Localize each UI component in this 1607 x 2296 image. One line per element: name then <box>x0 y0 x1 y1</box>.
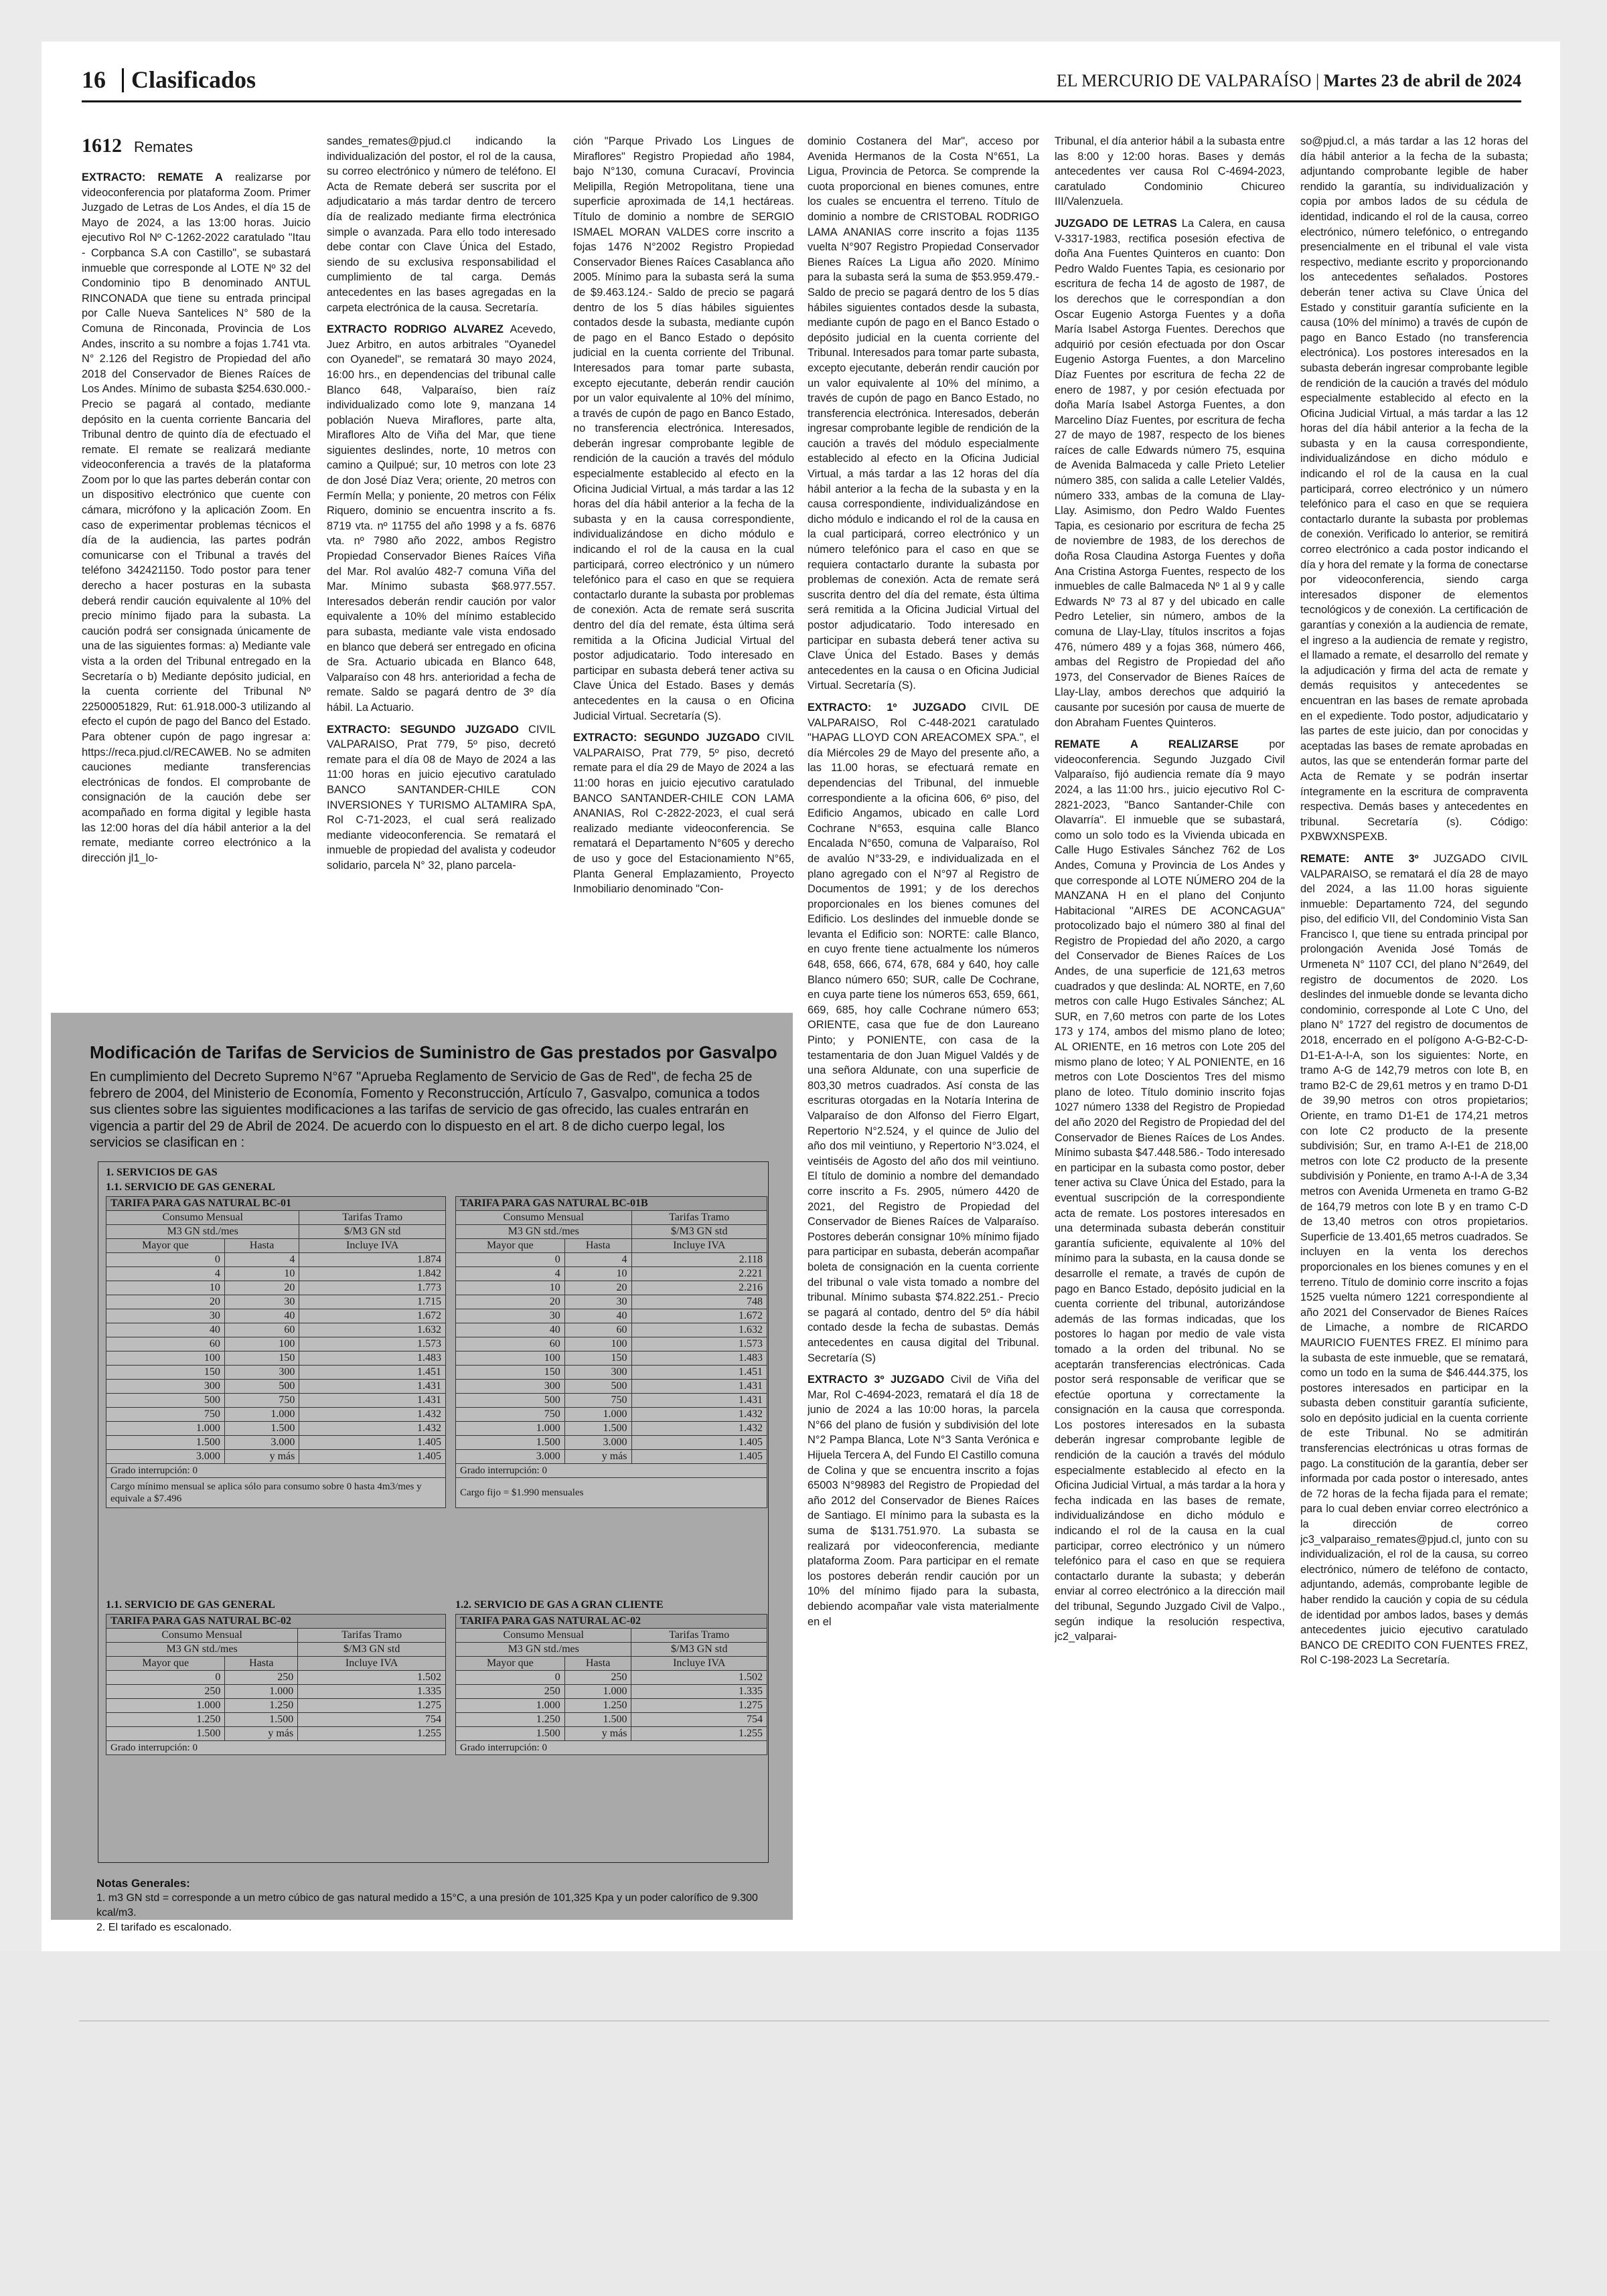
tramo-from: 40 <box>106 1323 225 1337</box>
tramo-from: 300 <box>456 1380 565 1394</box>
notice-paragraph <box>573 134 794 724</box>
tariff-row <box>106 1450 446 1464</box>
tramo-price: 1.431 <box>299 1394 446 1408</box>
interruption-grade: Grado interrupción: 0 <box>106 1741 446 1755</box>
tariff-table-bc02 <box>106 1614 446 1755</box>
col-tarifas: Tarifas Tramo <box>631 1211 767 1225</box>
page-frame-top <box>0 0 1607 42</box>
col-unit: M3 GN std./mes <box>106 1225 299 1239</box>
interruption-grade: Grado interrupción: 0 <box>456 1464 767 1478</box>
tariff-row <box>106 1380 446 1394</box>
tariff-row <box>106 1727 446 1741</box>
tramo-price: 1.255 <box>631 1727 767 1741</box>
tariff-row <box>106 1309 446 1323</box>
tariff-row <box>106 1699 446 1713</box>
tramo-to: 250 <box>225 1671 298 1685</box>
tariff-row <box>456 1450 767 1464</box>
tramo-price: 1.842 <box>299 1267 446 1281</box>
notice-paragraph <box>808 1372 1039 1629</box>
tramo-from: 1.000 <box>106 1422 225 1436</box>
notice-heading: EXTRACTO: SEGUNDO JUZGADO <box>573 732 760 744</box>
column-3-notices <box>573 134 794 897</box>
tariff-row <box>456 1380 767 1394</box>
tariff-row <box>456 1295 767 1309</box>
note-item: 2. El tarifado es escalonado. <box>96 1922 232 1933</box>
column-3 <box>573 134 794 997</box>
col-mayor: Mayor que <box>106 1657 225 1671</box>
section-title: Clasificados <box>131 66 256 93</box>
tramo-price: 1.502 <box>631 1671 767 1685</box>
notice-heading: EXTRACTO: REMATE A <box>82 171 223 183</box>
tramo-to: 40 <box>564 1309 631 1323</box>
gas-general-notes <box>96 1876 766 1935</box>
notice-paragraph <box>1055 216 1285 730</box>
tramo-from: 30 <box>456 1309 565 1323</box>
tramo-from: 3.000 <box>106 1450 225 1464</box>
notice-paragraph <box>573 730 794 897</box>
tariff-rows <box>106 1253 446 1464</box>
tramo-to: 1.250 <box>225 1699 298 1713</box>
notice-text: sandes_remates@pjud.cl indicando la individualización del postor, el rol de la causa, su correo electrónico y número de teléfono. El Acta de Remate deberá ser suscrita por el adjudicatario a más tardar dentro de tercero día de realizado mediante firma electrónica simple o avanzada. Para ello todo interesado debe contar con Clave Única del Estado, siendo de su exclusiva responsabilidad el cumplimiento de tal carga. Demás antecedentes en las bases agregadas en la carpeta electrónica de la causa. Secretaría. <box>327 135 556 314</box>
notes-title: Notas Generales: <box>96 1877 190 1890</box>
tramo-to: 3.000 <box>224 1436 299 1450</box>
tariff-row <box>106 1685 446 1699</box>
tramo-to: 20 <box>224 1281 299 1295</box>
tramo-from: 150 <box>456 1366 565 1380</box>
tramo-to: 1.000 <box>224 1408 299 1422</box>
classified-section-heading <box>82 134 311 161</box>
tramo-price: 1.483 <box>631 1351 767 1366</box>
header-rule <box>82 100 1521 102</box>
notice-text: JUZGADO CIVIL VALPARAISO, se rematará el día 28 de mayo del 2024, a las 11.00 horas siguiente inmueble: Departamento 724, del segundo piso, del edificio VII, del Condominio Vista San Francisco I, que tiene su entrada principal por prolongación Avenida José Tomás de Urmeneta N° 1107 CCI, del plano N°2649, del registro de documentos de 2020. Los deslindes del inmueble donde se levanta dicho condominio, corresponde al Lote C Uno, del plano N° 1727 del registro de documentos de 2018, encerrado en el polígono A-G-B2-C-D-D1-E1-A-I-A, son los siguientes: Norte, en tramo A-G de 142,79 metros con lote B, en tramo B2-C de 29,61 metros y en tramo D-D1 de 39,90 metros con otros propietarios; Oriente, en tramo D1-E1 de 174,21 metros con lote C2 producto de la presente subdivisión; Sur, en tramo A-I-E1 de 218,00 metros con lote C2 producto de la presente subdivisión y Poniente, en tramo A-I-A de 3,34 metros con Avenida Urmeneta en tramo G-B2 de 164,79 metros con lote B y en tramo C-D de 13,40 metros con otros propietarios. Superficie de 13.401,65 metros cuadrados. Se incluyen en la venta los derechos proporcionales en los bienes comunes y en el terreno. Título de dominio corre inscrito a fojas 1525 vuelta número 1221 correspondiente al año 2021 del Conservador de Bienes Raíces de Limache, a nombre de RICARDO MAURICIO FUENTES FREZ. El mínimo para la subasta de este inmueble, que se rematará, como un todo en la suma de $46.444.375, los postores interesados en participar en la subasta deben constituir garantía suficiente, solo en depósito judicial en la cuenta corriente de este Tribunal. No se admitirán transferencias electrónicas u otras formas de pago. La constitución de la garantía, deber ser informada por cada postor o interesado, antes de 72 horas de la fecha fijada para el remate; para lo cual deben enviar correo electrónico a la dirección de correo jc3_valparaiso_remates@pjud.cl, junto con su individualización, el rol de la causa, su correo electrónico, número de teléfono de contacto, adjuntando, además, comprobante legible de haber rendido la caución y copia de su cédula de identidad por ambos lados, bases y demás antecedentes juicio ejecutivo caratulado BANCO DE CREDITO CON FUENTES FREZ, Rol C-198-2023 La Secretaría. <box>1300 852 1528 1667</box>
notice-heading: EXTRACTO: SEGUNDO JUZGADO <box>327 723 519 736</box>
tariff-row <box>106 1422 446 1436</box>
tariff-row <box>106 1337 446 1351</box>
tramo-price: 1.451 <box>299 1366 446 1380</box>
tramo-price: 1.632 <box>299 1323 446 1337</box>
tramo-from: 40 <box>456 1323 565 1337</box>
notice-paragraph <box>82 170 311 866</box>
notice-text: por videoconferencia. Segundo Juzgado Civil Valparaíso, fijó audiencia remate día 9 mayo 2024, a las 11:00 hrs., juicio ejecutivo Rol C-2821-2023, "Banco Santander-Chile con Olavarría". El inmueble que se subastará, como un solo todo es la Vivienda ubicada en Calle Hugo Estivales Sánchez 762 de Los Andes, Comuna y Provincia de Los Andes y que corresponde al LOTE NÚMERO 204 de la MANZANA H en el plano del Conjunto Habitacional "AIRES DE ACONCAGUA" protocolizado bajo el número 380 al final del Registro de Propiedad del año 2020, a cargo del Conservador de Bienes Raíces de Los Andes, de una superficie de 121,63 metros cuadrados y que deslinda: AL NORTE, en 7,60 metros con calle Hugo Estivales Sánchez; AL SUR, en 7,60 metros con parte de los Lotes 173 y 174, ambos del mismo plano de loteo; AL ORIENTE, en 16 metros con Lote 205 del mismo plano de loteo; Y AL PONIENTE, en 16 metros con Lote Doscientos Tres del mismo plano de loteo. Título dominio inscrito fojas 1027 número 1338 del Registro de Propiedad del año 2020 del Registro de Propiedad del del Conservador de Bienes Raíces de Los Andes. Mínimo subasta $47.448.586.- Todo interesado en participar en la subasta como postor, deber tener activa su Clave Única del Estado, para la eventual suscripción de la correspondiente acta de remate. Los postores interesados en una determinada subasta deberán constituir garantía suficiente, equivalente al 10% del mínimo para la subasta, en la causa donde se desarrolle el remate, a través de cupón de pago en Banco Estado, depósito judicial en la cuenta corriente del tribunal, autorizándose además de las formas indicadas, que los postores lo hagan por medio de vale vista tomado a la orden del tribunal. No se aceptarán transferencias electrónicas. Cada postor será responsable de verificar que se efectúe oportuna y correctamente la consignación en la causa que corresponda. Los postores interesados en la subasta deberán ingresar comprobante legible de rendición de la caución a través del módulo especialmente establecido al efecto en la Oficina Judicial Virtual, a más tardar a la hora y fecha indicada en las bases de remate, individualizándose en dicho módulo e indicando el rol de la causa en la cual participar, correo electrónico y un número telefónico para el caso en que se requiera contactarlo durante la subasta; y deberán enviar al correo electrónico a la dirección mail del tribunal, Segundo Juzgado Civil de Valpo., según indique la resolución respectiva, jc2_valparai- <box>1055 738 1285 1643</box>
tramo-to: 20 <box>564 1281 631 1295</box>
tramo-price: 1.432 <box>631 1422 767 1436</box>
gas-general-heading: 1.1. SERVICIO DE GAS GENERAL <box>106 1181 275 1193</box>
tariff-row <box>106 1408 446 1422</box>
tramo-to: 60 <box>564 1323 631 1337</box>
tramo-price: 754 <box>631 1713 767 1727</box>
tariff-table-ac02 <box>455 1614 767 1755</box>
tramo-price: 1.275 <box>631 1699 767 1713</box>
col-unit: M3 GN std./mes <box>106 1643 298 1657</box>
tariff-row <box>106 1366 446 1380</box>
col-price-unit: $/M3 GN std <box>299 1225 446 1239</box>
tramo-from: 30 <box>106 1309 225 1323</box>
col-mayor: Mayor que <box>456 1657 565 1671</box>
tariff-row <box>456 1267 767 1281</box>
tramo-from: 20 <box>106 1295 225 1309</box>
page-number: 16 <box>82 66 106 93</box>
tramo-from: 100 <box>456 1351 565 1366</box>
col-price-unit: $/M3 GN std <box>298 1643 446 1657</box>
tariff-rows <box>106 1671 446 1741</box>
tramo-from: 1.000 <box>106 1699 225 1713</box>
tramo-to: 30 <box>224 1295 299 1309</box>
note-item: 1. m3 GN std = corresponde a un metro cúbico de gas natural medido a 15°C, a una presión de 101,325 Kpa y un poder calorífico de 9.300 kcal/m3. <box>96 1892 758 1918</box>
tramo-from: 1.500 <box>106 1436 225 1450</box>
column-5-notices <box>1055 134 1285 1645</box>
column-2 <box>327 134 556 997</box>
tramo-from: 100 <box>106 1351 225 1366</box>
tramo-from: 0 <box>456 1253 565 1267</box>
notice-paragraph <box>327 134 556 315</box>
tariff-row <box>456 1394 767 1408</box>
tramo-from: 1.500 <box>106 1727 225 1741</box>
notice-text: Acevedo, Juez Arbitro, en autos arbitrales "Oyanedel con Oyanedel", se rematará 30 mayo 2024, 16:00 hrs., en dependencias del tribunal calle Blanco 648, Valparaíso, bien raíz individualizado como lote 9, manzana 14 población Nueva Miraflores, parte alta, Miraflores Alto de Viña del Mar, que tiene siguientes deslindes, norte, 10 metros con camino a Quilpué; sur, 10 metros con lote 23 de don José Díaz Vera; oriente, 20 metros con Fermín Mella; y poniente, 20 metros con Félix Riquero, dominio se encuentra inscrito a fs. 8719 vta. nº 11755 del año 1998 y a fs. 6876 vta. nº 7980 año 2022, ambos Registro Propiedad Conservador Bienes Raíces Viña del Mar. Rol avalúo 482-7 comuna Viña del Mar. Mínimo subasta $68.977.557. Interesados deberán rendir caución por valor equivalente a 10% del mínimo establecido para subasta, mediante vale vista endosado en blanco que deberá ser entregado en oficina de Sra. Actuario ubicada en Blanco 648, Valparaíso con 48 hrs. anterioridad a fecha de remate. Saldo se pagará dentro de 3º día hábil. La Actuario. <box>327 323 556 714</box>
col-tarifas: Tarifas Tramo <box>631 1629 767 1643</box>
tramo-price: 1.405 <box>631 1436 767 1450</box>
notice-text: ción "Parque Privado Los Lingues de Miraflores" Registro Propiedad año 1984, bajo N°130, comuna Curacaví, Provincia Melipilla, Región Metropolitana, tiene una superficie aproximada de 14,1 hectáreas. Título de dominio a nombre de SERGIO ISMAEL MORAN VALDES corre inscrito a fojas 1476 N°2002 Registro Propiedad Conservador Bienes Raíces Casablanca año 2005. Mínimo para la subasta será la suma de $9.463.124.- Saldo de precio se pagará dentro de los 5 días hábiles siguientes contados desde la subasta, mediante cupón de pago en el Banco Estado o depósito judicial en la cuenta corriente del Tribunal. Interesados para tomar parte subasta, excepto ejecutante, deberán rendir caución por un valor equivalente al 10% del mínimo, a través de cupón de pago en Banco Estado, no transferencia electrónica. Interesados, deberán ingresar comprobante legible de rendición de la caución a través del módulo especialmente establecido al efecto en la Oficina Judicial Virtual, a más tardar a las 12 horas del día hábil anterior a la fecha de la subasta y en la causa correspondiente, individualizándose en dicho módulo e indicando el rol de la causa en la cual participará, correo electrónico y un número telefónico para el caso en que se requiera contactarlo durante la subasta por problemas de conexión. Acta de remate será suscrita dentro del día del remate, ésta última será remitida a la Oficina Judicial Virtual del postor adjudicatario. Todo interesado en participar en subasta deberá tener activa su Clave Única del Estado. Bases y demás antecedentes en la causa o en Oficina Judicial Virtual. Secretaría (S). <box>573 135 794 722</box>
tramo-price: 2.118 <box>631 1253 767 1267</box>
tramo-price: 1.502 <box>298 1671 446 1685</box>
tariff-row <box>456 1408 767 1422</box>
notice-paragraph <box>1300 134 1528 845</box>
tramo-from: 20 <box>456 1295 565 1309</box>
tramo-price: 1.483 <box>299 1351 446 1366</box>
notice-text: Civil de Viña del Mar, Rol C-4694-2023, rematará el día 18 de junio de 2024 a las 10:00 horas, la parcela N°66 del plano de fusión y subdivisión del lote N°2 Pampa Blanca, Lote N°3 Santa Verónica e Hijuela Tercera A, del Fundo El Castillo comuna de Colina y que se encuentra inscrito a fojas 65003 N°98983 del Registro de Propiedad del año 2012 del Conservador de Bienes Raíces de Santiago. El mínimo para la subasta es la suma de $131.751.970. La subasta se realizará por videoconferencia, mediante plataforma Zoom. Para participar en el remate los postores deberán rendir caución por un 10% del mínimo fijado para la subasta, debiendo acompañar vale vista materialmente en el <box>808 1374 1039 1628</box>
bottom-rule <box>79 2020 1549 2022</box>
tramo-price: 1.335 <box>298 1685 446 1699</box>
tramo-from: 4 <box>106 1267 225 1281</box>
notice-text: realizarse por videoconferencia por plataforma Zoom. Primer Juzgado de Letras de Los Andes, el día 15 de Mayo de 2024, a las 13:00 horas. Juicio ejecutivo Rol Nº C-1262-2022 caratulado "Itau - Corpbanca S.A con Castillo", se subastará inmueble que corresponde al LOTE Nº 32 del Condominio tipo B denominado ANTUL RINCONADA que tiene su entrada principal por Calle Nueva Santelices N° 580 de la Comuna de Rinconada, Provincia de Los Andes, inscrito a su nombre a fojas 1.741 vta. N° 2.126 del Registro de Propiedad del año 2018 del Conservador de Bienes Raíces de Los Andes. Mínimo de subasta $254.630.000.- Precio se pagará al contado, mediante depósito en la cuenta corriente Bancaria del Tribunal dentro de quinto día de efectuado el remate. El remate se realizará mediante videoconferencia a través de la plataforma Zoom por lo que las partes deberán contar con un dispositivo electrónico que cuente con cámara, micrófono y la aplicación Zoom. En caso de experimentar problemas técnicos el día de la audiencia, las partes podrán comunicarse con el Tribunal a través del teléfono 342421150. Todo postor para tener derecho a hacer posturas en la subasta deberá rendir caución equivalente al 10% del precio mínimo fijado para la subasta. La caución podrá ser consignada únicamente de una de las siguientes formas: a) Mediante vale vista a la orden del Tribunal entregado en la Secretaría o b) Mediante depósito judicial, en la cuenta corriente del Tribunal Nº 22500051829, Rut: 61.918.000-3 utilizando al efecto el cupón de pago del Banco del Estado. Para obtener cupón de pago ingresar a: https://reca.pjud.cl/RECAWEB. No se admiten cauciones mediante transferencias electrónicas de fondos. El comprobante de consignación de la caución debe ser acompañado en forma digital y legible hasta las 12:00 horas del día hábil anterior a la del remate, mediante correo electrónico a la dirección jl1_lo- <box>82 171 311 864</box>
column-4-notices <box>808 134 1039 1629</box>
column-2-notices <box>327 134 556 874</box>
gas-notice-title: Modificación de Tarifas de Servicios de Suministro de Gas prestados por Gasvalpo <box>90 1042 777 1062</box>
tramo-from: 1.000 <box>456 1699 565 1713</box>
column-6-notices <box>1300 134 1528 1668</box>
tariff-row <box>106 1323 446 1337</box>
tramo-from: 500 <box>106 1394 225 1408</box>
tramo-to: 150 <box>564 1351 631 1366</box>
notice-heading: JUZGADO DE LETRAS <box>1055 217 1177 230</box>
tramo-to: 100 <box>224 1337 299 1351</box>
tariff-row <box>106 1713 446 1727</box>
col-iva: Incluye IVA <box>631 1657 767 1671</box>
tariff-title: TARIFA PARA GAS NATURAL BC-01B <box>456 1197 767 1211</box>
tramo-price: 1.275 <box>298 1699 446 1713</box>
tariff-row <box>456 1309 767 1323</box>
tariff-row <box>106 1351 446 1366</box>
tramo-to: y más <box>564 1727 631 1741</box>
tramo-to: 1.500 <box>224 1422 299 1436</box>
tariff-row <box>106 1267 446 1281</box>
newspaper-name: EL MERCURIO DE VALPARAÍSO <box>1056 71 1312 90</box>
tramo-price: 1.432 <box>299 1422 446 1436</box>
tramo-to: y más <box>564 1450 631 1464</box>
section-name: Remates <box>134 139 194 155</box>
tramo-to: 3.000 <box>564 1436 631 1450</box>
tariff-row <box>456 1253 767 1267</box>
gas-services-heading: 1. SERVICIOS DE GAS <box>106 1167 218 1178</box>
col-iva: Incluye IVA <box>298 1657 446 1671</box>
tariff-table-bc01b <box>455 1196 767 1508</box>
tariff-row <box>456 1422 767 1436</box>
tramo-price: 1.431 <box>299 1380 446 1394</box>
tramo-from: 4 <box>456 1267 565 1281</box>
tramo-from: 300 <box>106 1380 225 1394</box>
tariff-row <box>456 1337 767 1351</box>
tramo-to: 250 <box>564 1671 631 1685</box>
notice-heading: EXTRACTO RODRIGO ALVAREZ <box>327 323 504 336</box>
tramo-from: 1.250 <box>456 1713 565 1727</box>
tramo-price: 1.405 <box>299 1436 446 1450</box>
col-hasta: Hasta <box>564 1657 631 1671</box>
tramo-to: 1.250 <box>564 1699 631 1713</box>
tramo-price: 1.255 <box>298 1727 446 1741</box>
tramo-to: 10 <box>564 1267 631 1281</box>
tariff-rows <box>456 1671 767 1741</box>
tramo-price: 1.405 <box>631 1450 767 1464</box>
tramo-from: 60 <box>456 1337 565 1351</box>
tramo-price: 1.672 <box>631 1309 767 1323</box>
tramo-price: 1.573 <box>631 1337 767 1351</box>
column-1-notices <box>82 170 311 866</box>
tramo-from: 250 <box>106 1685 225 1699</box>
tariff-table-bc01 <box>106 1196 446 1508</box>
tariff-row <box>456 1699 767 1713</box>
notice-text: CIVIL VALPARAISO, Prat 779, 5º piso, decretó remate para el día 29 de Mayo de 2024 a las 11:00 horas en juicio ejecutivo caratulado BANCO SANTANDER-CHILE CON LAMA ANANIAS, Rol C-2822-2023, el cual será realizado mediante videoconferencia. Se rematará el Departamento N°605 y derecho de uso y goce del Estacionamiento N°65, Planta General Emplazamiento, Proyecto Inmobiliario denominado "Con- <box>573 732 794 896</box>
tramo-to: 1.500 <box>564 1422 631 1436</box>
col-hasta: Hasta <box>224 1239 299 1253</box>
tramo-from: 1.250 <box>106 1713 225 1727</box>
notice-text: dominio Costanera del Mar", acceso por Avenida Hermanos de la Costa N°651, La Ligua, Provincia de Petorca. Se comprende la cuota proporcional en bienes comunes, entre los cuales se encuentra el terreno. Título de dominio a nombre de CRISTOBAL RODRIGO LAMA ANANIAS corre inscrito a fojas 1135 vuelta N°907 Registro Propiedad Conservador Bienes Raíces La Ligua año 2020. Mínimo para la subasta será la suma de $53.959.479.- Saldo de precio se pagará dentro de los 5 días hábiles siguientes contados desde la subasta, mediante cupón de pago en el Banco Estado o depósito judicial en la cuenta corriente del Tribunal. Interesados para tomar parte subasta, excepto ejecutante, deberán rendir caución por un valor equivalente al 10% del mínimo, a través de cupón de pago en Banco Estado, no transferencia electrónica. Interesados, deberán ingresar comprobante legible de rendición de la caución a través del módulo especialmente establecido al efecto en la Oficina Judicial Virtual, a más tardar a las 12 horas del día hábil anterior a la fecha de la subasta y en la causa correspondiente, individualizándose en dicho módulo e indicando el rol de la causa en la cual participará, correo electrónico y un número telefónico para el caso en que se requiera contactarlo durante la subasta por problemas de conexión. Acta de remate será suscrita dentro del día del remate, ésta última será remitida a la Oficina Judicial Virtual del postor adjudicatario. Todo interesado en participar en subasta deberá tener activa su Clave Única del Estado. Bases y demás antecedentes en la causa o en Oficina Judicial Virtual. Secretaría (S). <box>808 135 1039 692</box>
tramo-price: 1.632 <box>631 1323 767 1337</box>
column-6 <box>1300 134 1528 1948</box>
tramo-to: 40 <box>224 1309 299 1323</box>
tramo-to: 750 <box>564 1394 631 1408</box>
tramo-from: 1.000 <box>456 1422 565 1436</box>
tramo-to: 300 <box>224 1366 299 1380</box>
tramo-to: 30 <box>564 1295 631 1309</box>
tariff-row <box>456 1685 767 1699</box>
tariff-row <box>106 1436 446 1450</box>
tariff-rows <box>456 1253 767 1464</box>
header-divider <box>122 68 124 92</box>
tramo-price: 1.335 <box>631 1685 767 1699</box>
notice-text: so@pjud.cl, a más tardar a las 12 horas del día hábil anterior a la fecha de la subasta; adjuntando comprobante legible de haber rendido la garantía, su individualización y copia por ambos lados de su cédula de identidad, indicando el rol de la causa, correo electrónico, número telefónico, o entregando presencialmente en el tribunal el vale vista respectivo, mediante escrito y proporcionando los antecedentes señalados. Postores deberán tener activa su Clave Única del Estado y constituir garantía suficiente en la causa (10% del mínimo) a través de cupón de pago en Banco Estado (no transferencia electrónica). Los postores interesados en la subasta deberán ingresar comprobante legible de rendición de la caución a través del módulo especialmente establecido al efecto en la Oficina Judicial Virtual, a más tardar a las 12 horas del día hábil anterior a la fecha de la subasta y en la causa correspondiente, individualizándose en dicho módulo e indicando el rol de la causa en la cual participará, correo electrónico y un número telefónico para el caso en que se requiera contactarlo durante la subasta por problemas de conexión. Verificado lo anterior, se remitirá correo electrónico a cada postor indicando el día y hora del remate y la forma de conectarse por videoconferencia, siendo carga interesados disponer de elementos tecnológicos y de conexión. La certificación de garantías y conexión a la audiencia de remate, el ingreso a la audiencia de remate y registro, el llamado a remate, el desarrollo del remate y la adjudicación y firma del acta de remate y demás requisitos y antecedentes se encuentran en las bases de remate aprobada en el expediente. Todo postor, adjudicatario y las partes de este juicio, dan por conocidas y aceptadas las bases de remate aprobadas en autos, las que se entenderán formar parte del Acta de Remate y se podrán insertar íntegramente en la escritura de compraventa respectiva. Demás bases y antecedentes en tribunal. Secretaría (s). Código: PXBWXNSPEXB. <box>1300 135 1528 843</box>
page-header <box>82 64 1521 104</box>
minimum-charge-note: Cargo mínimo mensual se aplica sólo para consumo sobre 0 hasta 4m3/mes y equivale a $7.496 <box>106 1478 446 1508</box>
tramo-price: 1.431 <box>631 1394 767 1408</box>
tariff-row <box>106 1295 446 1309</box>
column-1 <box>82 134 311 997</box>
gas-large-client-heading: 1.2. SERVICIO DE GAS A GRAN CLIENTE <box>455 1599 664 1611</box>
col-unit: M3 GN std./mes <box>456 1643 631 1657</box>
tramo-price: 1.715 <box>299 1295 446 1309</box>
tramo-price: 754 <box>298 1713 446 1727</box>
tariff-row <box>456 1351 767 1366</box>
tramo-from: 10 <box>106 1281 225 1295</box>
notice-paragraph <box>808 700 1039 1366</box>
tramo-to: 4 <box>224 1253 299 1267</box>
notice-text: CIVIL DE VALPARAISO, Rol C-448-2021 caratulado "HAPAG LLOYD CON AREACOMEX SPA.", el día Miércoles 29 de Mayo del presente año, a las 11.00 horas, se efectuará remate en dependencias del Tribunal, del inmueble correspondiente a la oficina 606, 6º piso, del Edificio Angamos, ubicado en calle Lord Cochrane N°653, esquina calle Blanco Encalada N°650, comuna de Valparaíso, Rol de avalúo N°33-29, e individualizada en el plano agregado con el N°97 al Registro de Documentos de 1991; y de los derechos proporcionales en los bienes comunes del Edificio. Los deslindes del inmueble donde se levanta el Edificio son: NORTE: calle Blanco, en cuyo frente tiene actualmente los números 648, 658, 666, 674, 678, 684 y 640, hoy calle Blanco número 650; SUR, calle De Cochrane, en cuya parte tiene los números 653, 659, 661, 669, 685, hoy calle Cochrane número 653; ORIENTE, casa que fue de don Laureano Pinto; y PONIENTE, con casa de la testamentaria de don Juan Miguel Valdés y de una señora Aldunate, con una superficie de 803,30 metros cuadrados. Así consta de las escrituras otorgadas en la Notaría Interina de Valparaíso de don Alfonso del Fierro Elgart, Repertorio N°2.524, y el quince de Julio del año dos mil veintiuno, y Repertorio N°3.024, el veintiséis de Agosto del año dos mil veintiuno. El título de dominio a nombre del demandado corre inscrito a Fs. 2905, número 4420 de 2021, del Registro de Propiedad del Conservador de Bienes Raíces de Valparaíso. Postores deberán consignar 10% mínimo fijado para participar en subasta, deberán acompañar boleta de consignación en la cuenta corriente del tribunal o vale vista tomado a nombre del tribunal. Mínimo subasta $74.822.251.- Precio se pagará al contado, dentro del 5º día hábil contado desde la fecha de subastas. Demás antecedentes en causa digital del Tribunal. Secretaría (S) <box>808 701 1039 1364</box>
tariff-row <box>106 1394 446 1408</box>
tramo-price: 1.432 <box>631 1408 767 1422</box>
tramo-to: 300 <box>564 1366 631 1380</box>
tramo-to: 1.500 <box>225 1713 298 1727</box>
col-tarifas: Tarifas Tramo <box>299 1211 446 1225</box>
tramo-price: 2.221 <box>631 1267 767 1281</box>
tramo-from: 0 <box>106 1671 225 1685</box>
gas-tariff-notice <box>51 1013 793 1933</box>
tramo-price: 1.573 <box>299 1337 446 1351</box>
notice-heading: EXTRACTO 3º JUZGADO <box>808 1374 945 1386</box>
notice-heading: REMATE: ANTE 3º <box>1300 852 1419 865</box>
col-iva: Incluye IVA <box>299 1239 446 1253</box>
notice-paragraph <box>808 134 1039 693</box>
tramo-from: 250 <box>456 1685 565 1699</box>
tramo-price: 1.672 <box>299 1309 446 1323</box>
tramo-price: 1.432 <box>299 1408 446 1422</box>
tramo-from: 10 <box>456 1281 565 1295</box>
col-mayor: Mayor que <box>456 1239 565 1253</box>
col-price-unit: $/M3 GN std <box>631 1225 767 1239</box>
tariff-title: TARIFA PARA GAS NATURAL AC-02 <box>456 1615 767 1629</box>
tramo-price: 1.405 <box>299 1450 446 1464</box>
notice-paragraph <box>327 322 556 715</box>
tramo-price: 2.216 <box>631 1281 767 1295</box>
notice-text: CIVIL VALPARAISO, Prat 779, 5º piso, decretó remate para el día 08 de Mayo de 2024 a las 11:00 horas en juicio ejecutivo caratulado BANCO SANTANDER-CHILE CON INVERSIONES Y TURISMO ALTAMIRA SpA, Rol C-71-2023, el cual será realizado mediante videoconferencia. Se rematará el inmueble de propiedad del avalista y codeudor solidario, parcela N° 32, plano parcela- <box>327 723 556 872</box>
notice-paragraph <box>1300 851 1528 1668</box>
col-price-unit: $/M3 GN std <box>631 1643 767 1657</box>
gas-notice-intro: En cumplimiento del Decreto Supremo N°67 "Aprueba Reglamento de Servicio de Gas de Red", de fecha 25 de febrero de 2004, del Ministerio de Economía, Fomento y Reconstrucción, Artículo 7, Gasvalpo, comunica a todos sus clientes sobre las siguientes modificaciones a las tarifas de servicio de gas ofrecido, las cuales entrarán en vigencia a partir del 29 de Abril de 2024. De acuerdo con lo dispuesto en el art. 8 de dicho cuerpo legal, los servicios se clasifican en : <box>90 1070 760 1150</box>
tramo-to: 60 <box>224 1323 299 1337</box>
col-tarifas: Tarifas Tramo <box>298 1629 446 1643</box>
tramo-price: 1.451 <box>631 1366 767 1380</box>
tramo-price: 748 <box>631 1295 767 1309</box>
tariff-row <box>456 1323 767 1337</box>
tramo-from: 3.000 <box>456 1450 565 1464</box>
tramo-price: 1.431 <box>631 1380 767 1394</box>
tramo-to: 500 <box>564 1380 631 1394</box>
tramo-from: 500 <box>456 1394 565 1408</box>
tariff-row <box>456 1366 767 1380</box>
tramo-from: 150 <box>106 1366 225 1380</box>
tramo-from: 0 <box>106 1253 225 1267</box>
tramo-price: 1.874 <box>299 1253 446 1267</box>
gas-general-heading-2: 1.1. SERVICIO DE GAS GENERAL <box>106 1599 275 1611</box>
tariff-row <box>456 1727 767 1741</box>
tariff-row <box>106 1671 446 1685</box>
col-unit: M3 GN std./mes <box>456 1225 632 1239</box>
newspaper-info: EL MERCURIO DE VALPARAÍSO | Martes 23 de abril de 2024 <box>1056 71 1521 90</box>
col-iva: Incluye IVA <box>631 1239 767 1253</box>
tariff-row <box>456 1436 767 1450</box>
tramo-from: 60 <box>106 1337 225 1351</box>
tramo-to: 1.000 <box>225 1685 298 1699</box>
tariff-row <box>456 1713 767 1727</box>
tramo-to: 1.000 <box>564 1685 631 1699</box>
tariff-title: TARIFA PARA GAS NATURAL BC-01 <box>106 1197 446 1211</box>
tramo-from: 750 <box>106 1408 225 1422</box>
tramo-from: 0 <box>456 1671 565 1685</box>
tramo-from: 750 <box>456 1408 565 1422</box>
tramo-to: y más <box>225 1727 298 1741</box>
col-hasta: Hasta <box>564 1239 631 1253</box>
tramo-to: 1.000 <box>564 1408 631 1422</box>
col-consumo: Consumo Mensual <box>456 1629 631 1643</box>
tramo-price: 1.773 <box>299 1281 446 1295</box>
tramo-from: 1.500 <box>456 1436 565 1450</box>
notice-heading: REMATE A REALIZARSE <box>1055 738 1239 751</box>
tramo-to: 500 <box>224 1380 299 1394</box>
notice-text: La Calera, en causa V-3317-1983, rectifica posesión efectiva de doña Ana Fuentes Quinteros en cuanto: Don Pedro Waldo Fuentes Tapia, es cesionario por escritura de fecha 14 de agosto de 1987, de los derechos que le correspondían a don Oscar Eugenio Astorga Fuentes y a doña María Isabel Astorga Fuentes. Derechos que adquirió por cesión efectuada por don Oscar Eugenio Astorga Fuentes, a don Marcelino Díaz Fuentes por escritura de fecha 22 de enero de 1987, y por cesión efectuada por doña María Isabel Astorga Fuentes, a don Marcelino Díaz Fuentes, por escritura de fecha 27 de mayo de 1987, respecto de los bienes raíces de calle Edwards número 75, esquina de Avenida Balmaceda y calle Prieto Letelier número 385, con salida a calle Letelier Valdés, número 333, ambas de la comuna de Llay-Llay. Asimismo, don Pedro Waldo Fuentes Tapia, es cesionario por escritura de fecha 25 de noviembre de 1983, de los derechos de doña Rosa Claudina Astorga Fuentes y doña Ana Cristina Astorga Fuentes, respecto de los inmuebles de calle Balmaceda Nº 1 al 9 y calle Edwards Nº 73 al 87 y del ubicado en calle Pedro Letelier, sin número, ambos de la comuna de Llay-Llay, títulos inscritos a fojas 476, número 489 y a fojas 368, número 466, ambas del Registro de Propiedad del año 1973, del Conservador de Bienes Raíces de Llay-Llay, ambos derechos que adquirió la causante por sucesión por causa de muerte de don Abraham Fuentes Quinteros. <box>1055 217 1285 729</box>
tariff-row <box>456 1671 767 1685</box>
notice-paragraph <box>327 722 556 874</box>
tramo-to: 150 <box>224 1351 299 1366</box>
notice-paragraph <box>1055 134 1285 210</box>
col-hasta: Hasta <box>225 1657 298 1671</box>
interruption-grade: Grado interrupción: 0 <box>456 1741 767 1755</box>
tramo-to: 10 <box>224 1267 299 1281</box>
tariff-row <box>106 1281 446 1295</box>
notice-paragraph <box>1055 737 1285 1645</box>
tramo-to: 4 <box>564 1253 631 1267</box>
col-mayor: Mayor que <box>106 1239 225 1253</box>
tramo-to: 100 <box>564 1337 631 1351</box>
issue-date: Martes 23 de abril de 2024 <box>1323 71 1521 90</box>
notice-heading: EXTRACTO: 1º JUZGADO <box>808 701 966 714</box>
fixed-charge-note: Cargo fijo = $1.990 mensuales <box>456 1478 767 1508</box>
column-4 <box>808 134 1039 1948</box>
tramo-from: 1.500 <box>456 1727 565 1741</box>
tramo-to: 1.500 <box>564 1713 631 1727</box>
tramo-to: 750 <box>224 1394 299 1408</box>
tariff-row <box>106 1253 446 1267</box>
section-code: 1612 <box>82 135 122 157</box>
tramo-to: y más <box>224 1450 299 1464</box>
column-5 <box>1055 134 1285 1948</box>
page-frame-bottom <box>0 1951 1607 2296</box>
col-consumo: Consumo Mensual <box>106 1211 299 1225</box>
tariff-title: TARIFA PARA GAS NATURAL BC-02 <box>106 1615 446 1629</box>
notice-text: Tribunal, el día anterior hábil a la subasta entre las 8:00 y 12:00 horas. Bases y demás antecedentes ver causa Rol C-4694-2023, caratulado Condominio Chicureo III/Valenzuela. <box>1055 135 1285 208</box>
col-consumo: Consumo Mensual <box>106 1629 298 1643</box>
col-consumo: Consumo Mensual <box>456 1211 632 1225</box>
interruption-grade: Grado interrupción: 0 <box>106 1464 446 1478</box>
tariff-row <box>456 1281 767 1295</box>
